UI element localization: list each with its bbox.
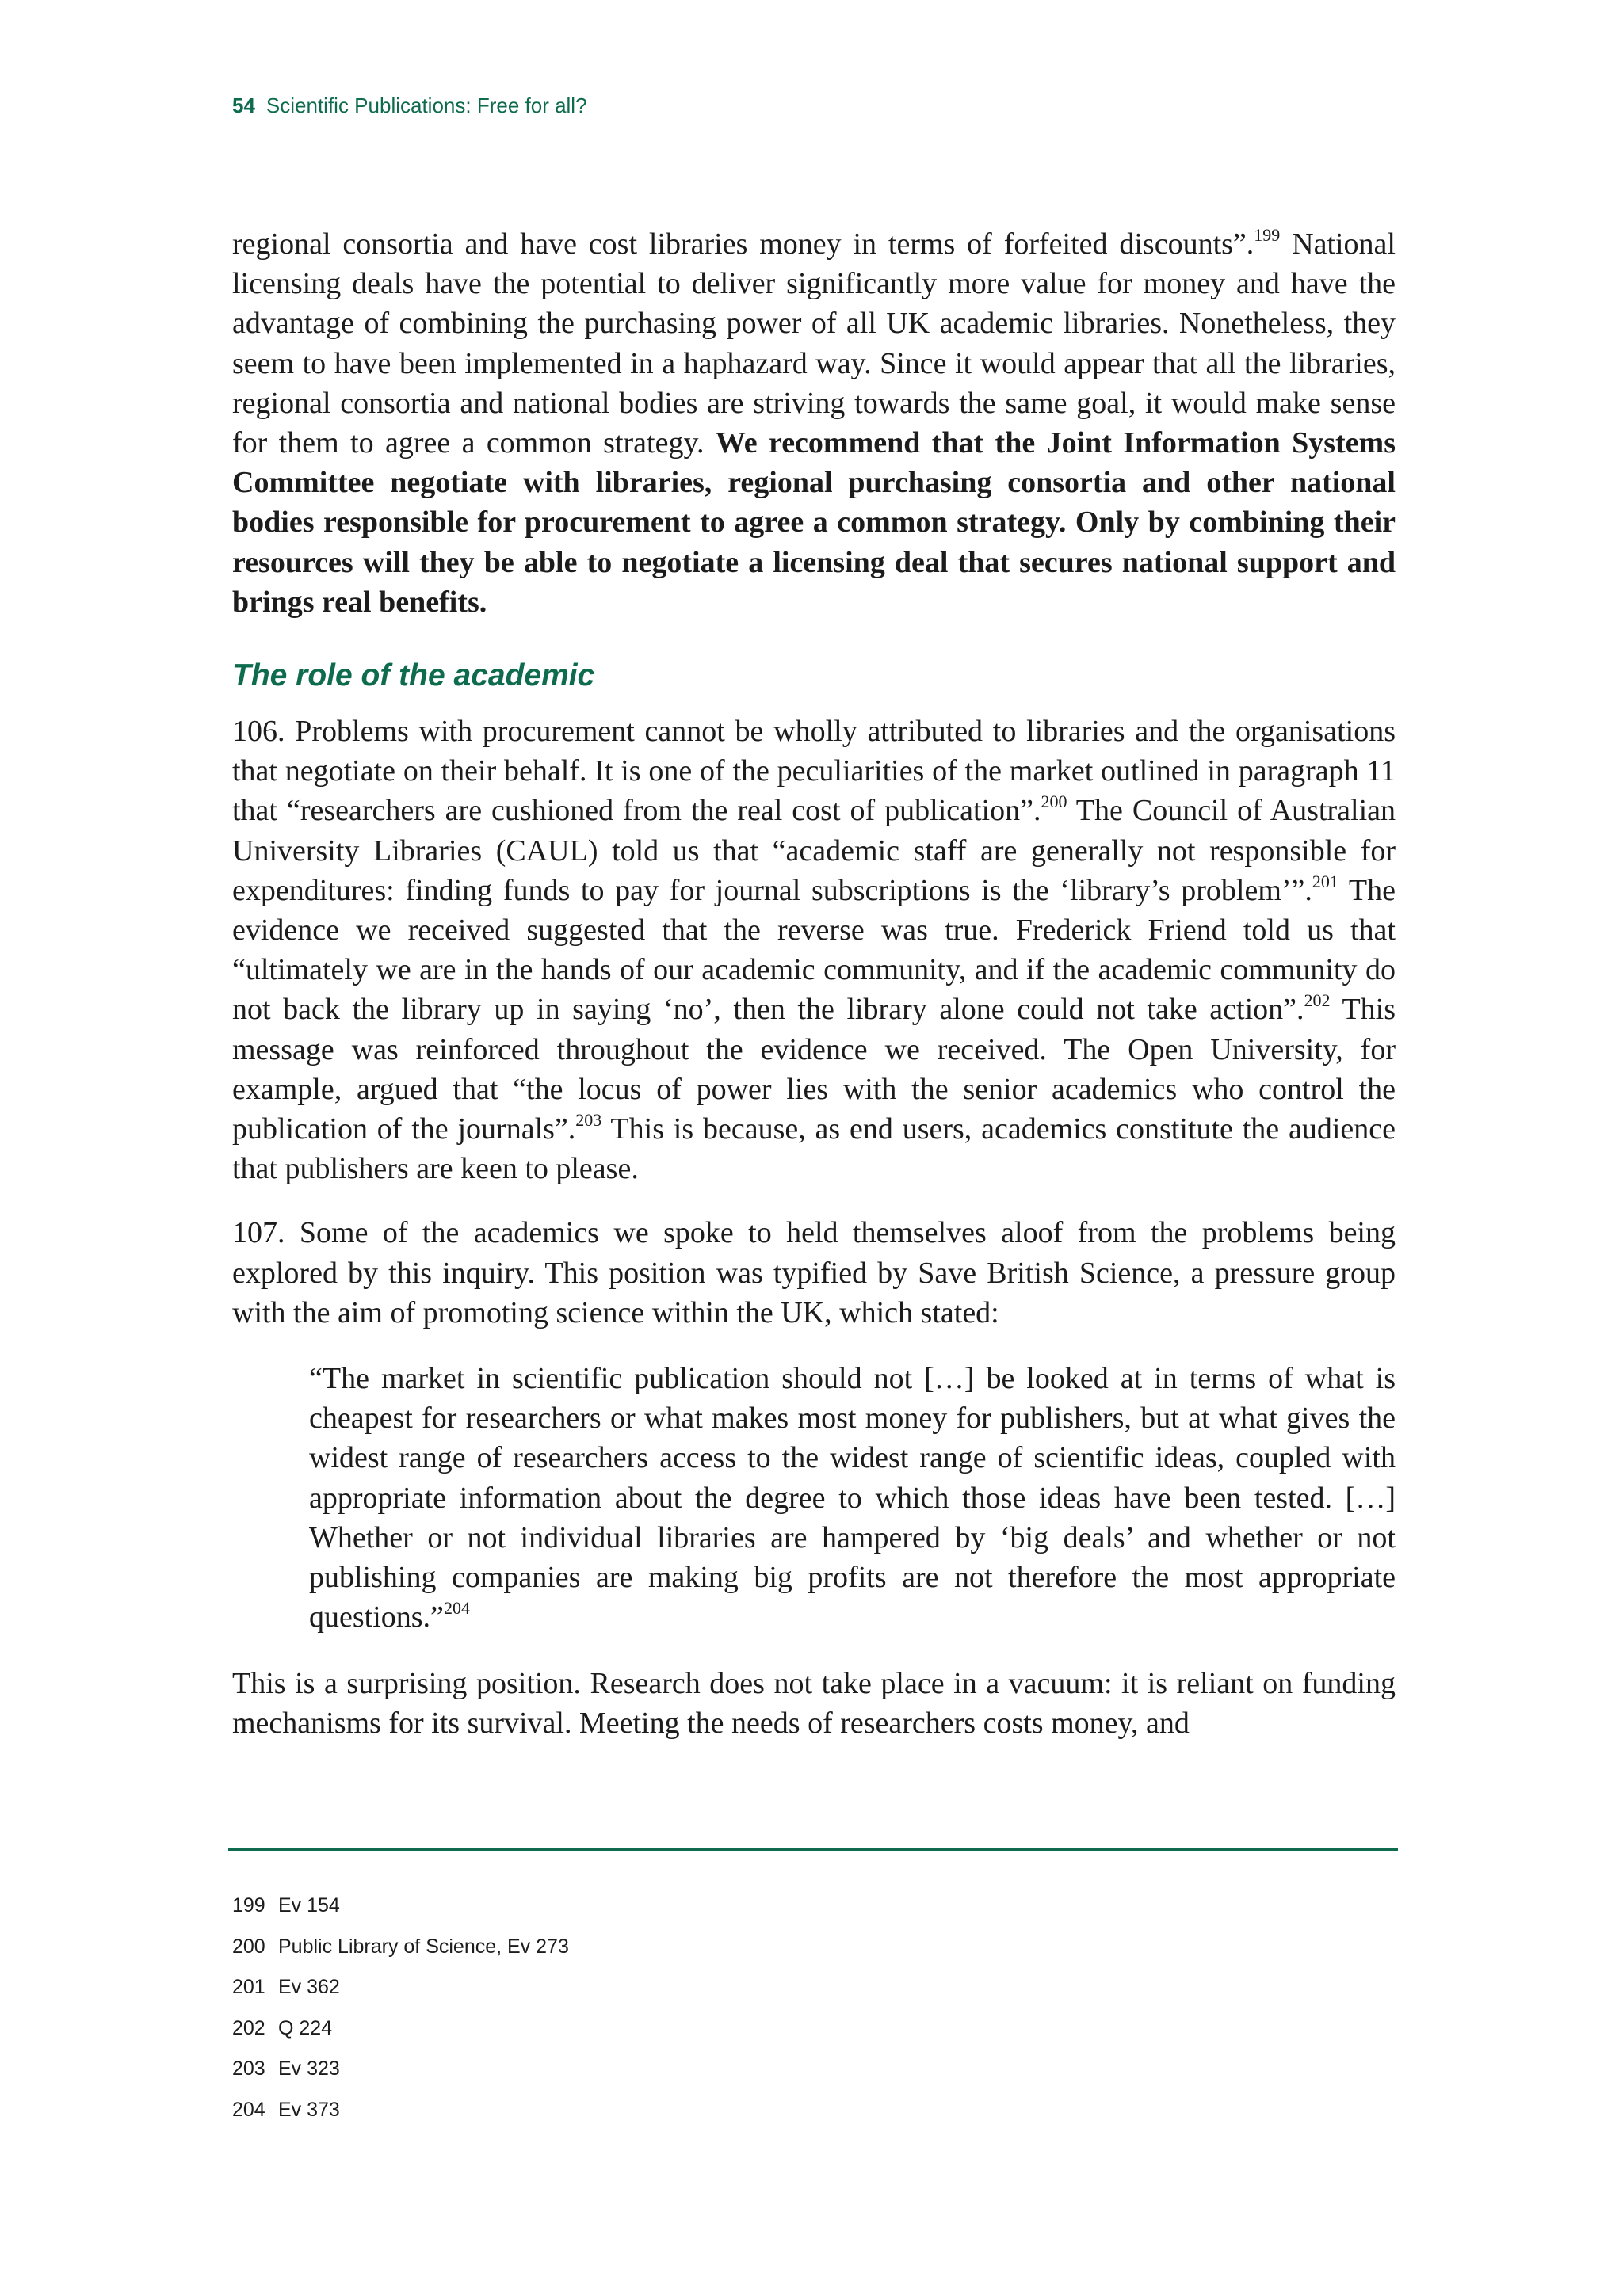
paragraph-continuation: This is a surprising position. Research does not take place in a vacuum: it is reliant on funding mechanisms for its survival. Meeting the needs of researchers costs money, and <box>232 1666 1396 1740</box>
footnote <box>232 1894 569 1935</box>
footnote-text: Q 224 <box>278 2016 333 2039</box>
footnote-ref: 201 <box>1312 871 1338 891</box>
page-body <box>232 224 1396 1743</box>
footnotes <box>232 1894 569 2139</box>
footnote <box>232 2057 569 2098</box>
paragraph-text: The evidence we received suggested that the reverse was true. Frederick Friend told us that “ultimately we are in the hands of our academic community, and if the academic community do not back the library up in saying ‘no’, then the library alone could not take action”. <box>232 873 1396 1027</box>
intro-paragraph <box>232 224 1396 622</box>
paragraph-text: This is because, as end users, academics constitute the audience that publishers are keen to please. <box>232 1112 1396 1186</box>
footnote-ref: 199 <box>1254 225 1281 245</box>
footnote-ref: 202 <box>1304 990 1331 1011</box>
footnote-ref: 200 <box>1041 791 1067 812</box>
footnote <box>232 1935 569 1976</box>
footnote-ref: 203 <box>575 1110 602 1131</box>
quote-text: “The market in scientific publication should not […] be looked at in terms of what is cheapest for researchers or what makes most money for publishers, but at what gives the widest range of researchers access to the widest range of scientific ideas, coupled with appropriate information about the degree to which those ideas have been tested. […] Whether or not individual libraries are hampered by ‘big deals’ and whether or not publishing companies are making big profits are not therefore the most appropriate questions.” <box>309 1362 1396 1634</box>
paragraph-text: The Council of Australian University Libraries (CAUL) told us that “academic staff are generally not responsible for expenditures: finding funds to pay for journal subscriptions is the ‘library’s problem’”. <box>232 794 1396 907</box>
footnote <box>232 2098 569 2139</box>
paragraph-text: This message was reinforced throughout the evidence we received. The Open University, for example, argued that “the locus of power lies with the senior academics who control the publication of the journals”. <box>232 993 1396 1146</box>
running-header <box>232 93 587 118</box>
footnote-number: 203 <box>232 2058 265 2081</box>
recommendation-text: We recommend that the Joint Information Systems Committee negotiate with libraries, regional purchasing consortia and other national bodies responsible for procurement to agree a common strategy. Only by combining their resources will they be able to negotiate a licensing deal that secures national support and brings real benefits. <box>232 426 1396 619</box>
footnote-number: 202 <box>232 2016 265 2039</box>
footnote-text: Ev 373 <box>278 2098 340 2121</box>
footnote-number: 200 <box>232 1935 265 1958</box>
footnote-text: Ev 362 <box>278 1976 340 1999</box>
intro-text: regional consortia and have cost libraries money in terms of forfeited discounts”. <box>232 227 1254 261</box>
paragraph-text: 106. Problems with procurement cannot be wholly attributed to libraries and the organisations that negotiate on their behalf. It is one of the peculiarities of the market outlined in paragraph 11 that “researchers are cushioned from the real cost of publication”. <box>232 715 1396 828</box>
footnote <box>232 1975 569 2016</box>
footnote <box>232 2016 569 2058</box>
footnote-ref: 204 <box>443 1598 470 1619</box>
section-heading: The role of the academic <box>232 658 595 693</box>
paragraph-107: 107. Some of the academics we spoke to held themselves aloof from the problems being explored by this inquiry. This position was typified by Save British Science, a pressure group with the aim of promoting science within the UK, which stated: <box>232 1216 1396 1329</box>
footnote-text: Public Library of Science, Ev 273 <box>278 1935 569 1958</box>
footnote-number: 204 <box>232 2098 265 2121</box>
footnote-text: Ev 323 <box>278 2058 340 2081</box>
footnote-text: Ev 154 <box>278 1894 340 1917</box>
document-title: Scientific Publications: Free for all? <box>265 93 587 117</box>
footnote-divider <box>228 1848 1398 1851</box>
block-quote <box>309 1359 1396 1637</box>
paragraph-106 <box>232 711 1396 1188</box>
footnote-number: 199 <box>232 1894 265 1917</box>
intro-text: National licensing deals have the potential to deliver significantly more value for money and have the advantage of combining the purchasing power of all UK academic libraries. Nonetheless, they seem to have been implemented in a haphazard way. Since it would appear that all the libraries, regional consortia and national bodies are striving towards the same goal, it would make sense for them to agree a common strategy. <box>232 227 1396 460</box>
footnote-number: 201 <box>232 1976 265 1999</box>
page-number: 54 <box>232 93 255 117</box>
